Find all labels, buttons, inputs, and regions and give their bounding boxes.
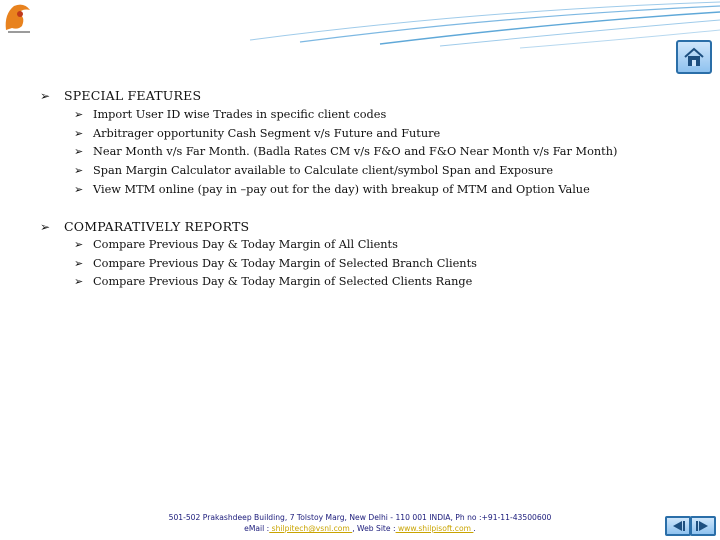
- arrow-bullet-icon: ➢: [74, 145, 84, 159]
- comparatively-reports-list: [74, 236, 477, 292]
- footer-web-link[interactable]: www.shilpisoft.com: [395, 524, 474, 533]
- home-button[interactable]: [676, 40, 712, 74]
- list-item: [74, 273, 477, 292]
- next-icon: [695, 520, 711, 532]
- footer: [0, 512, 720, 534]
- arrow-bullet-icon: ➢: [40, 88, 51, 103]
- list-item: [74, 181, 617, 200]
- list-item: [74, 236, 477, 255]
- next-button[interactable]: [690, 516, 716, 536]
- arrow-bullet-icon: ➢: [74, 126, 84, 140]
- list-item-text: Arbitrager opportunity Cash Segment v/s Future and Future: [93, 126, 441, 140]
- section-title: COMPARATIVELY REPORTS: [64, 219, 250, 234]
- list-item-text: Compare Previous Day & Today Margin of All Clients: [93, 238, 398, 251]
- list-item: [74, 255, 477, 274]
- list-item-text: Compare Previous Day & Today Margin of Selected Branch Clients: [93, 256, 477, 270]
- arrow-bullet-icon: ➢: [74, 256, 84, 270]
- footer-address: 501-502 Prakashdeep Building, 7 Tolstoy Marg, New Delhi - 110 001 INDIA, Ph no :+91-11-43500600: [168, 513, 552, 522]
- arrow-bullet-icon: ➢: [74, 275, 84, 289]
- section-heading-comparatively-reports: [40, 219, 249, 234]
- list-item: [74, 143, 617, 162]
- header-swoosh-decoration: [0, 0, 720, 80]
- footer-email-link[interactable]: shilpitech@vsnl.com: [269, 524, 353, 533]
- list-item-text: Near Month v/s Far Month. (Badla Rates CM v/s F&O and F&O Near Month v/s Far Month): [93, 145, 618, 159]
- arrow-bullet-icon: ➢: [74, 164, 84, 178]
- footer-email-label: eMail :: [244, 524, 270, 533]
- home-icon: [683, 46, 705, 68]
- list-item-text: Span Margin Calculator available to Calculate client/symbol Span and Exposure: [93, 164, 554, 178]
- footer-end: .: [473, 524, 476, 533]
- previous-button[interactable]: [665, 516, 691, 536]
- list-item: [74, 125, 617, 144]
- special-features-list: [74, 106, 617, 199]
- arrow-bullet-icon: ➢: [40, 219, 51, 234]
- section-title: SPECIAL FEATURES: [64, 88, 202, 103]
- list-item: [74, 106, 617, 125]
- previous-icon: [670, 520, 686, 532]
- arrow-bullet-icon: ➢: [74, 182, 84, 196]
- arrow-bullet-icon: ➢: [74, 238, 84, 251]
- footer-web-label: , Web Site :: [352, 524, 396, 533]
- list-item: [74, 162, 617, 181]
- list-item-text: Import User ID wise Trades in specific client codes: [93, 108, 387, 121]
- arrow-bullet-icon: ➢: [74, 108, 84, 121]
- company-logo-icon: [0, 0, 36, 36]
- company-logo: [0, 0, 36, 36]
- list-item-text: Compare Previous Day & Today Margin of Selected Clients Range: [93, 275, 473, 289]
- footer-contact: [0, 523, 720, 534]
- section-heading-special-features: [40, 88, 201, 103]
- list-item-text: View MTM online (pay in –pay out for the day) with breakup of MTM and Option Value: [93, 182, 590, 196]
